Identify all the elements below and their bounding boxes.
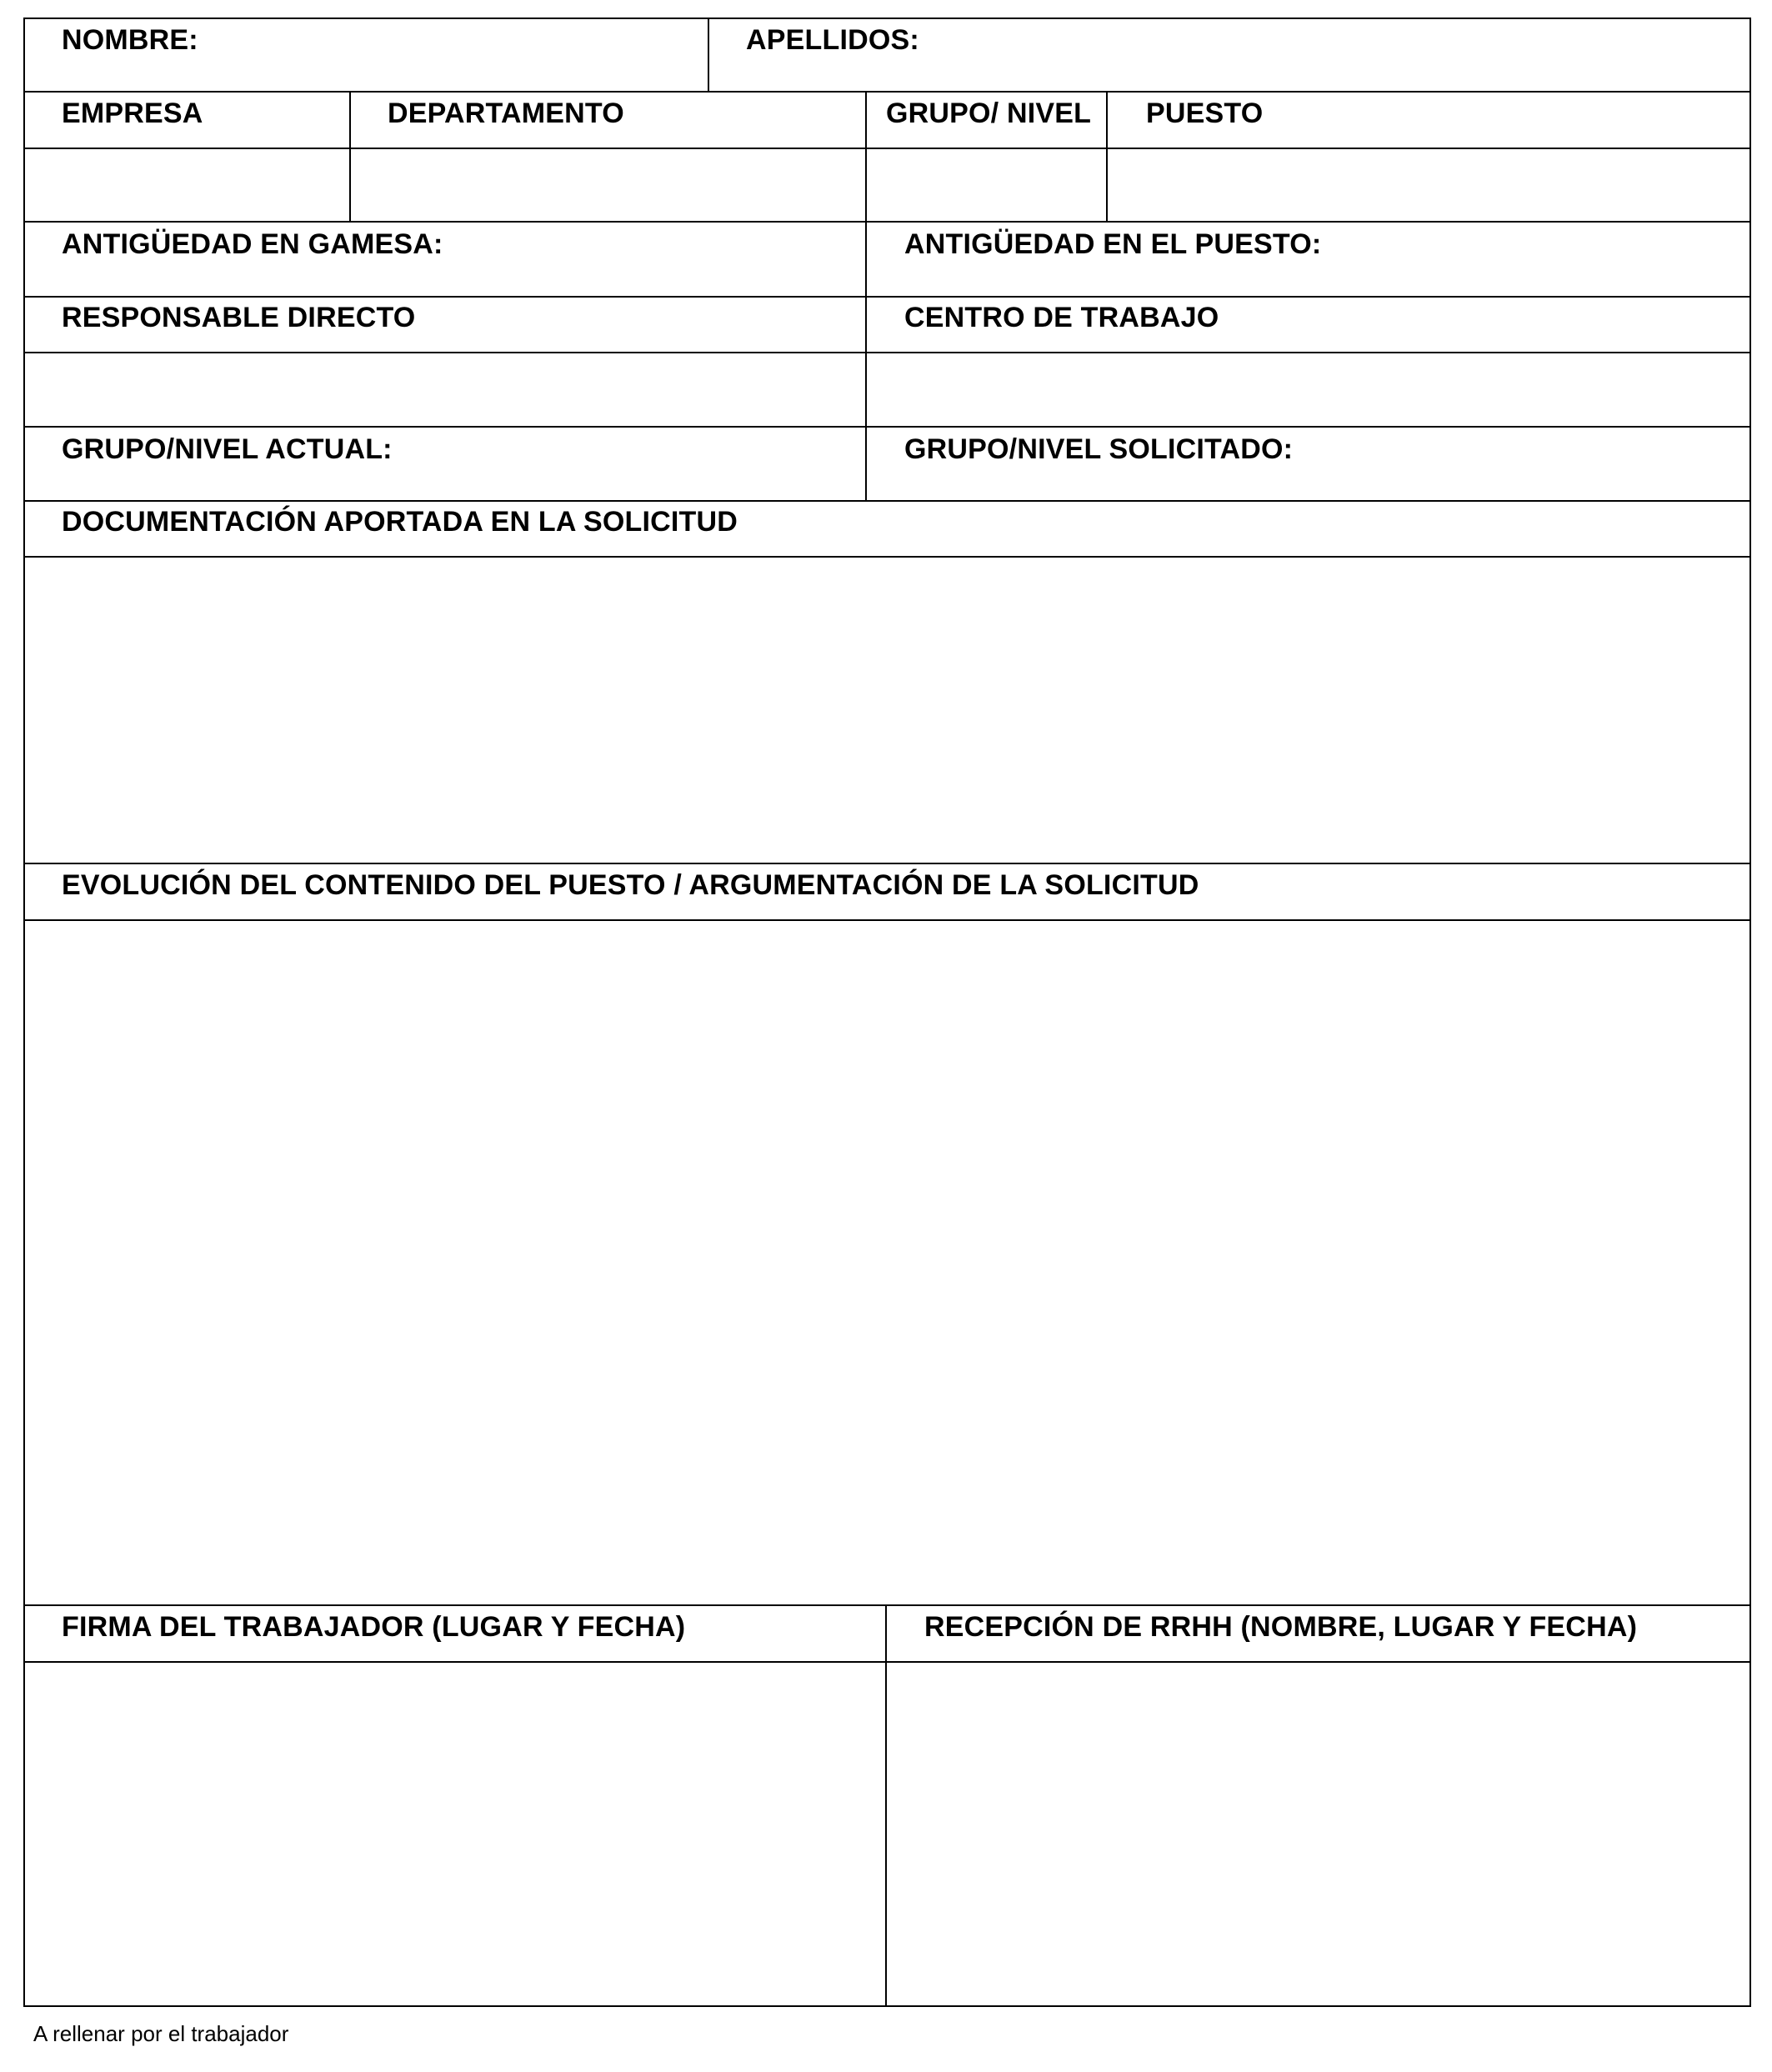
antiguedad-puesto-field[interactable]	[1309, 224, 1748, 294]
departamento-field[interactable]	[353, 151, 863, 219]
row-divider	[23, 556, 1751, 558]
row-divider	[23, 91, 1751, 93]
row-divider	[23, 863, 1751, 864]
grupo-nivel-actual-field[interactable]	[392, 429, 862, 498]
antiguedad-puesto-label: ANTIGÜEDAD EN EL PUESTO:	[904, 228, 1322, 260]
puesto-label: PUESTO	[1146, 98, 1264, 129]
grupo-nivel-label: GRUPO/ NIVEL	[886, 98, 1092, 129]
column-divider	[1106, 91, 1108, 223]
grupo-nivel-field[interactable]	[868, 151, 1104, 219]
firma-trabajador-field[interactable]	[27, 1664, 883, 2004]
centro-trabajo-label: CENTRO DE TRABAJO	[904, 302, 1219, 333]
column-divider	[708, 18, 709, 93]
column-divider	[885, 1604, 887, 2007]
row-divider	[23, 919, 1751, 921]
grupo-nivel-actual-label: GRUPO/NIVEL ACTUAL:	[62, 433, 393, 465]
firma-trabajador-label: FIRMA DEL TRABAJADOR (LUGAR Y FECHA)	[62, 1611, 686, 1643]
row-divider	[23, 221, 1751, 223]
nombre-label: NOMBRE:	[62, 24, 198, 56]
row-divider	[23, 1604, 1751, 1606]
departamento-label: DEPARTAMENTO	[388, 98, 624, 129]
row-divider	[23, 500, 1751, 502]
puesto-field[interactable]	[1109, 151, 1748, 219]
row-divider	[23, 296, 1751, 298]
empresa-label: EMPRESA	[62, 98, 203, 129]
centro-trabajo-field[interactable]	[868, 355, 1748, 424]
evolucion-label: EVOLUCIÓN DEL CONTENIDO DEL PUESTO / ARGUMENTACIÓN DE LA SOLICITUD	[62, 869, 1199, 901]
row-divider	[23, 426, 1751, 428]
documentacion-field[interactable]	[27, 559, 1748, 861]
antiguedad-gamesa-field[interactable]	[450, 224, 862, 294]
row-divider	[23, 352, 1751, 353]
evolucion-field[interactable]	[27, 923, 1748, 1603]
column-divider	[865, 91, 867, 502]
form-border-left	[23, 18, 25, 2007]
row-divider	[23, 148, 1751, 149]
responsable-directo-field[interactable]	[27, 355, 863, 424]
apellidos-label: APELLIDOS:	[746, 24, 919, 56]
documentacion-label: DOCUMENTACIÓN APORTADA EN LA SOLICITUD	[62, 506, 738, 538]
column-divider	[349, 91, 351, 223]
empresa-field[interactable]	[27, 151, 348, 219]
recepcion-rrhh-label: RECEPCIÓN DE RRHH (NOMBRE, LUGAR Y FECHA)	[924, 1611, 1638, 1643]
form-border-right	[1749, 18, 1751, 2007]
grupo-nivel-solicitado-field[interactable]	[1284, 429, 1748, 498]
responsable-directo-label: RESPONSABLE DIRECTO	[62, 302, 416, 333]
nombre-field[interactable]	[250, 19, 704, 89]
footnote: A rellenar por el trabajador	[33, 2021, 289, 2046]
form-border-bottom	[23, 2005, 1751, 2007]
grupo-nivel-solicitado-label: GRUPO/NIVEL SOLICITADO:	[904, 433, 1294, 465]
recepcion-rrhh-field[interactable]	[889, 1664, 1748, 2004]
apellidos-field[interactable]	[934, 19, 1746, 89]
antiguedad-gamesa-label: ANTIGÜEDAD EN GAMESA:	[62, 228, 443, 260]
row-divider	[23, 1661, 1751, 1663]
